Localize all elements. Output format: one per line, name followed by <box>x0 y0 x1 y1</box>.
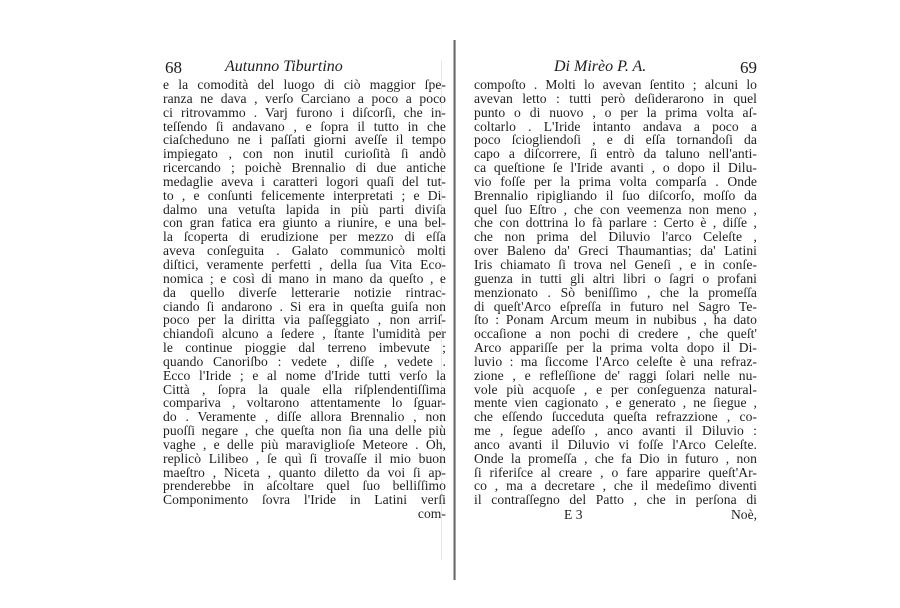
text-line: coltarlo . L'Iride intanto andava a poco a <box>474 118 757 134</box>
text-line: di queſt'Arco eſpreſſa in futuro nel Sagro Te- <box>474 298 757 314</box>
text-line: ranza ne dava , verſo Carciano a poco a poco <box>163 90 446 106</box>
signature-mark: E 3 <box>564 507 583 523</box>
text-line: to , e conſunti felicemente interpretati ; e Di- <box>163 187 446 203</box>
text-line: teſſendo ſi andavano , e ſopra il tutto in che <box>163 118 446 134</box>
right-page-header <box>474 58 757 78</box>
text-line: capo a diſcorrere, ſi entrò da taluno nell'anti- <box>474 146 757 162</box>
text-line: chiandoſi alcuno a ſedere , ſtante l'umidità per <box>163 326 446 342</box>
left-page-header <box>163 58 446 78</box>
text-line: ciando ſi andarono . Si era in queſta guiſa non <box>163 298 446 314</box>
text-line: la ſcoperta di erudizione per mezzo di eſſa <box>163 229 446 245</box>
text-line: over Baleno da' Greci Thaumantias; da' Latini <box>474 243 757 259</box>
text-line: impiegato , con non inutil curioſità ſi andò <box>163 146 446 162</box>
text-line: compariva , voltarono attentamente lo ſguar- <box>163 395 446 411</box>
text-line: do . Veramente , diſſe allora Brennalio , non <box>163 409 446 425</box>
text-line: guenza in tutti gli altri libri o ſagri o profani <box>474 270 757 286</box>
right-page-footer <box>474 507 757 523</box>
text-line: mente vien cagionato , e generato , ne ſiegue , <box>474 395 757 411</box>
text-line: poco per la diritta via paſſeggiato , non arriſ- <box>163 312 446 328</box>
book-gutter <box>453 40 456 580</box>
text-line: aveva conſeguita . Galato communicò molti <box>163 243 446 259</box>
text-line: con gran fatica era giunto a riunire, e una bel- <box>163 215 446 231</box>
text-line: nomica ; e così di mano in mano da queſto , e <box>163 270 446 286</box>
text-line: com- <box>417 506 446 522</box>
left-page-body <box>163 78 446 521</box>
text-line: diſtici, veramente perfetti , della ſua Vita Eco- <box>163 256 446 272</box>
text-line: me , ſegue adeſſo , anco avanti il Diluvio : <box>474 423 757 439</box>
right-page <box>474 58 757 523</box>
text-line: medaglie aveva i caratteri logori quaſi del tut- <box>163 173 446 189</box>
text-line: Componimento ſovra l'Iride in Latini verſi <box>163 492 446 508</box>
text-line: puoſſi negare , che queſta non ſia una delle più <box>163 423 446 439</box>
running-head: Di Mirèo P. A. <box>554 58 647 75</box>
text-line: quando Canoriſbo : vedete , diſſe , vedete . <box>163 353 446 369</box>
text-line: da quello diverſe letterarie notizie rintrac- <box>163 284 446 300</box>
page-number: 68 <box>165 58 182 77</box>
text-line: menzionato . Sò beniſſimo , che la promeſſa <box>474 284 757 300</box>
text-line: poco ſciogliendoſi , e di eſſa tornandoſi da <box>474 132 757 148</box>
text-line: Brennalio ripigliando il ſuo diſcorſo, moſſo da <box>474 187 757 203</box>
right-page-body <box>474 78 757 507</box>
text-line: ca queſtione ſe l'Iride avanti , o dopo il Dilu- <box>474 160 757 176</box>
text-line: Onde la promeſſa , che fa Dio in futuro , non <box>474 450 757 466</box>
text-line: Città , ſopra la quale ella riſplendentiſſima <box>163 381 446 397</box>
text-line: che eſſendo ſucceduta queſta refrazzione , co- <box>474 409 757 425</box>
text-line: luvio : ma ſiccome l'Arco celeſte è una refraz- <box>474 353 757 369</box>
text-line: che con dottrina lo fà parlare : Certo è , diſſe , <box>474 215 757 231</box>
text-line: prenderebbe in aſcoltare quel ſuo belliſſimo <box>163 478 446 494</box>
text-line: Ecco l'Iride ; e al nome d'Iride tutti verſo la <box>163 367 446 383</box>
text-line: che non prima del Diluvio l'arco Celeſte , <box>474 229 757 245</box>
text-line: Iris chiamato ſi trova nel Geneſi , e in conſe- <box>474 256 757 272</box>
text-line: Arco appariſſe per la prima volta dopo il Di- <box>474 340 757 356</box>
text-line: vaghe , e delle più maraviglioſe Meteore . Oh, <box>163 436 446 452</box>
text-line: e la comodità del luogo di ciò maggior ſpe- <box>163 77 446 92</box>
text-line: il contraſſegno del Patto , che in perſona di <box>474 492 757 508</box>
text-line: vole più acquoſe , e per conſeguenza natural- <box>474 381 757 397</box>
text-line: ſi riferiſce al creare , o fare apparire queſt'Ar- <box>474 464 757 480</box>
catchword: Noè, <box>730 507 757 523</box>
text-line: occaſione a non pochi di credere , che queſt' <box>474 326 757 342</box>
text-line: quel ſuo Eſtro , che con veemenza non meno , <box>474 201 757 217</box>
text-line: dalmo una vetuſta lapida in più parti diviſa <box>163 201 446 217</box>
text-line: maeſtro , Niceta , quanto diletto da voi ſi ap- <box>163 464 446 480</box>
text-line: anco avanti il Diluvio vi foſſe l'Arco Celeſte. <box>474 436 757 452</box>
text-line: punto o di nuovo , o per la prima volta aſ- <box>474 104 757 120</box>
text-line: ricercando ; poichè Brennalio di due antiche <box>163 160 446 176</box>
text-line: ſto : Ponam Arcum meum in nubibus , ha dato <box>474 312 757 328</box>
text-line: le continue pioggie dal terreno imbevute ; <box>163 340 446 356</box>
left-page <box>163 58 446 521</box>
text-line: co , ma a decretare , che il medeſimo diventi <box>474 478 757 494</box>
text-line: vio foſſe per la prima volta comparſa . Onde <box>474 173 757 189</box>
text-line: zione , e refleſſione de' raggi ſolari nelle nu- <box>474 367 757 383</box>
text-line: avevan letto : tutti però deſiderarono in quel <box>474 90 757 106</box>
page-number: 69 <box>740 58 757 77</box>
text-line: ciaſcheduno ne i paſſati giorni aveſſe il tempo <box>163 132 446 148</box>
running-head: Autunno Tiburtino <box>225 58 343 75</box>
text-line: compoſto . Molti lo avevan ſentito ; alcuni lo <box>474 77 757 92</box>
text-line: replicò Lilibeo , ſe quì ſi trovaſſe il mio buon <box>163 450 446 466</box>
text-line: ci ritrovammo . Varj furono i diſcorſi, che in- <box>163 104 446 120</box>
